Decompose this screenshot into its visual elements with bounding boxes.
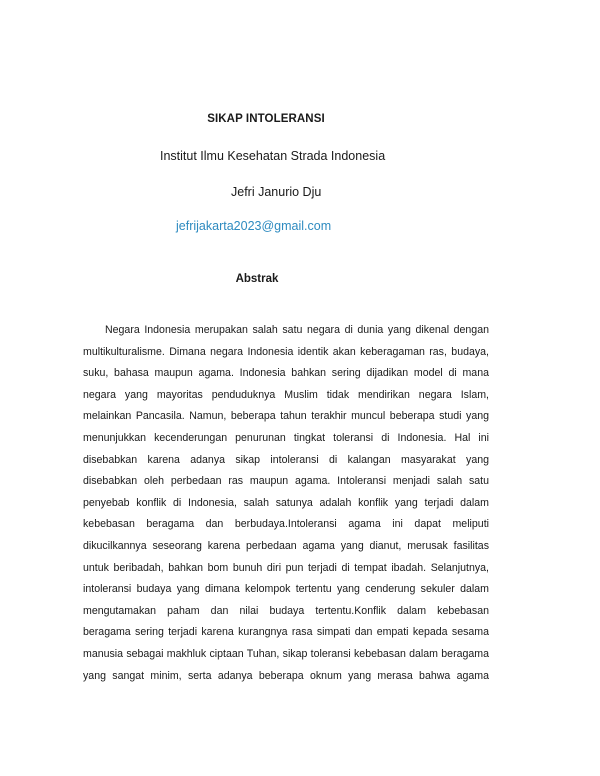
abstract-line: manusia sebagai makhluk ciptaan Tuhan, sikap toleransi kebebasan dalam beragama — [83, 647, 489, 660]
abstract-line: yang sangat minim, serta adanya beberapa oknum yang merasa bahwa agama — [83, 669, 489, 682]
abstract-line: melainkan Pancasila. Namun, beberapa tahun terakhir muncul beberapa studi yang — [83, 410, 489, 423]
abstract-line: penyebab konflik di Indonesia, salah satunya adalah konflik yang terjadi dalam — [83, 496, 489, 509]
abstract-body — [83, 320, 489, 687]
abstract-line: suku, bahasa maupun agama. Indonesia bahkan sering dijadikan model di mana — [83, 367, 489, 380]
abstract-heading: Abstrak — [235, 273, 279, 285]
abstract-line: dikucilkannya seseorang karena perbedaan agama yang dianut, merusak fasilitas — [83, 539, 489, 552]
abstract-line: multikulturalisme. Dimana negara Indonesia identik akan keberagaman ras, budaya, — [83, 345, 489, 358]
abstract-line: disebabkan oleh perbedaan ras maupun agama. Intoleransi menjadi salah satu — [83, 475, 489, 488]
abstract-line: Negara Indonesia merupakan salah satu negara di dunia yang dikenal dengan — [105, 324, 489, 336]
abstract-line: mengutamakan paham dan nilai budaya tertentu.Konflik dalam kebebasan — [83, 604, 489, 617]
abstract-line: negara yang mayoritas penduduknya Muslim tidak mendirikan negara Islam, — [83, 388, 489, 401]
author-name: Jefri Janurio Dju — [231, 185, 322, 199]
abstract-line: menunjukkan kecenderungan penurunan tingkat toleransi di Indonesia. Hal ini — [83, 431, 489, 444]
abstract-line: untuk beribadah, bahkan bom bunuh diri pun terjadi di tempat ibadah. Selanjutnya, — [83, 561, 489, 574]
abstract-line: disebabkan karena adanya sikap intoleransi di kalangan masyarakat yang — [83, 453, 489, 466]
abstract-line: intoleransi budaya yang dimana kelompok tertentu yang cenderung sekuler dalam — [83, 583, 489, 596]
author-institution: Institut Ilmu Kesehatan Strada Indonesia — [160, 149, 386, 163]
paper-title: SIKAP INTOLERANSI — [207, 113, 325, 125]
author-email[interactable]: jefrijakarta2023@gmail.com — [176, 219, 332, 233]
abstract-line: kebebasan beragama dan berbudaya.Intoleransi agama ini dapat meliputi — [83, 518, 489, 531]
abstract-line: beragama sering terjadi karena kurangnya rasa simpati dan empati kepada sesama — [83, 626, 489, 639]
